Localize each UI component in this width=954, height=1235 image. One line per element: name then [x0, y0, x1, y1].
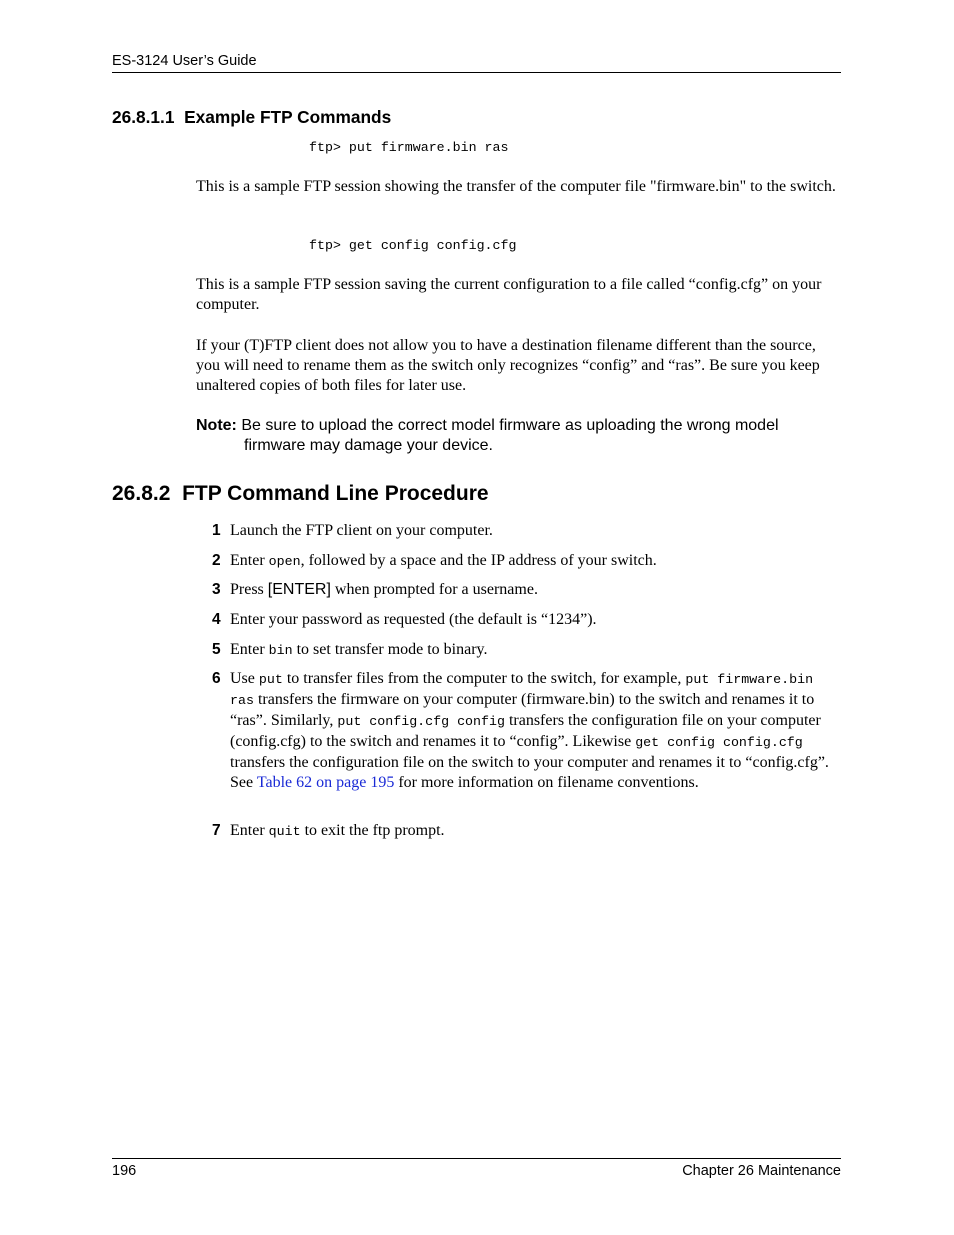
paragraph-rename-note: If your (T)FTP client does not allow you to have a destination filename different than the source, you will need to rename them as the switch only recognizes “config” and “ras”. Be sure you keep unaltered copies of both files for later use. [196, 337, 820, 394]
step-text: Enter quit to exit the ftp prompt. [230, 822, 445, 839]
inline-code: open [268, 554, 301, 569]
step-number: 4 [212, 611, 221, 628]
step-number: 7 [212, 822, 221, 839]
inline-code: put firmware.bin ras [230, 672, 814, 708]
table-62-link[interactable]: Table 62 on page 195 [256, 774, 395, 791]
page-number: 196 [112, 1163, 137, 1179]
step-text: Enter open, followed by a space and the IP address of your switch. [230, 552, 657, 569]
key-label: [ENTER] [267, 581, 331, 598]
code-example-put: ftp> put firmware.bin ras [309, 140, 509, 155]
step-text: Use put to transfer files from the computer to the switch, for example, put firmware.bin ras transfers the firmware on your computer (firmware.bin) to the switch and renames it to “ras”. Similarly, put config.cfg config transfers the configuration file on your computer (config.cfg) to the switch and renames it to “config”. Likewise get config config.cfg transfers the configuration file on the switch to your computer and renames it to “config.cfg”. See Table 62 on page 195 for more information on filename conventions. [230, 670, 829, 791]
inline-code: quit [268, 824, 301, 839]
step-number: 5 [212, 641, 221, 658]
page-footer [112, 1158, 841, 1183]
code-example-get: ftp> get config config.cfg [309, 238, 517, 253]
section-heading-ftp-procedure [112, 482, 489, 506]
note-text-line2: firmware may damage your device. [244, 437, 493, 454]
inline-code: put [258, 672, 283, 687]
section-number: 26.8.2 [112, 482, 171, 505]
note-block [196, 416, 846, 456]
step-number: 6 [212, 670, 221, 687]
step-number: 2 [212, 552, 221, 569]
paragraph-get-description: This is a sample FTP session saving the current configuration to a file called “config.cfg” on your computer. [196, 276, 822, 313]
page-header [112, 52, 841, 73]
step-text: Press [ENTER] when prompted for a username. [230, 581, 538, 598]
inline-code: put config.cfg config [337, 714, 505, 729]
paragraph-put-description: This is a sample FTP session showing the transfer of the computer file "firmware.bin" to the switch. [196, 178, 836, 195]
section-title: Example FTP Commands [184, 107, 392, 127]
note-label: Note: [196, 417, 237, 434]
section-title: FTP Command Line Procedure [182, 482, 489, 505]
inline-code: get config config.cfg [635, 735, 803, 750]
inline-code: bin [268, 643, 293, 658]
section-heading-example-ftp-commands [112, 107, 391, 128]
step-text: Launch the FTP client on your computer. [230, 522, 493, 539]
step-number: 1 [212, 522, 221, 539]
note-text-line1: Be sure to upload the correct model firmware as uploading the wrong model [241, 417, 779, 434]
step-text: Enter your password as requested (the default is “1234”). [230, 611, 597, 628]
step-number: 3 [212, 581, 221, 598]
document-title: ES-3124 User’s Guide [112, 53, 257, 69]
chapter-title: Chapter 26 Maintenance [682, 1163, 841, 1179]
section-number: 26.8.1.1 [112, 107, 175, 127]
step-text: Enter bin to set transfer mode to binary. [230, 641, 488, 658]
